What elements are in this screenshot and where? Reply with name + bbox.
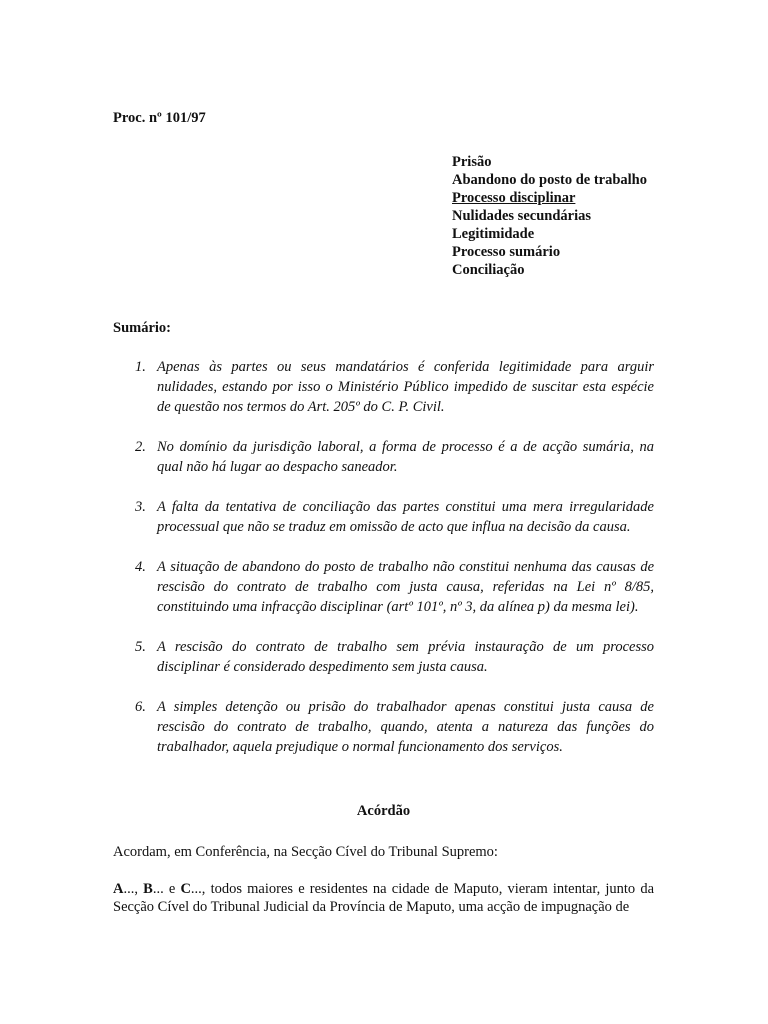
summary-item: [113, 697, 654, 757]
paragraph-text: ..., todos maiores e residentes na cidade de Maputo, vieram intentar, junto da Secção Cível do Tribunal Judicial da Província de Maputo, uma acção de impugnação de: [113, 881, 655, 915]
party-c-name: C: [180, 881, 191, 897]
summary-item-text: A simples detenção ou prisão do trabalhador apenas constitui justa causa de rescisão do contrato de trabalho, quando, atenta a natureza das funções do trabalhador, aquela prejudique o normal funcionamento dos serviços.: [157, 699, 654, 755]
summary-item-text: No domínio da jurisdição laboral, a forma de processo é a de acção sumária, na qual não há lugar ao despacho saneador.: [157, 439, 654, 475]
keyword-item: Processo disciplinar: [452, 190, 576, 206]
party-a-name: A: [113, 881, 124, 897]
keywords-list: [452, 153, 647, 279]
summary-list: [113, 357, 654, 777]
keyword-item: Conciliação: [452, 262, 525, 278]
summary-heading: Sumário:: [113, 320, 171, 336]
process-number: Proc. nº 101/97: [113, 110, 206, 126]
judgment-heading: Acórdão: [356, 803, 411, 819]
summary-item-number: 6.: [135, 699, 146, 715]
summary-item: [113, 357, 654, 417]
keyword-item: Legitimidade: [452, 226, 535, 242]
summary-item-text: A rescisão do contrato de trabalho sem prévia instauração de um processo disciplinar é considerado despedimento sem justa causa.: [157, 639, 654, 675]
summary-item: [113, 437, 654, 477]
judgment-paragraph: [113, 880, 654, 916]
keyword-item: Prisão: [452, 154, 492, 170]
keyword-item: Nulidades secundárias: [452, 208, 591, 224]
summary-item-text: A situação de abandono do posto de trabalho não constitui nenhuma das causas de rescisão do contrato de trabalho com justa causa, referidas na Lei nº 8/85, constituindo uma infracção disciplinar (artº 101º, nº 3, da alínea p) da mesma lei).: [157, 559, 654, 615]
summary-item-text: Apenas às partes ou seus mandatários é conferida legitimidade para arguir nulidades, estando por isso o Ministério Público impedido de suscitar esta espécie de questão nos termos do Art. 205º do C. P. Civil.: [157, 359, 654, 415]
summary-item-number: 3.: [135, 499, 146, 515]
summary-item-number: 5.: [135, 639, 146, 655]
judgment-intro: Acordam, em Conferência, na Secção Cível do Tribunal Supremo:: [113, 844, 498, 860]
summary-item: [113, 557, 654, 617]
party-separator: ... e: [152, 881, 181, 897]
summary-item-text: A falta da tentativa de conciliação das partes constitui uma mera irregularidade processual que não se traduz em omissão de acto que influa na decisão da causa.: [157, 499, 654, 535]
summary-item-number: 2.: [135, 439, 146, 455]
summary-item-number: 1.: [135, 359, 146, 375]
summary-item: [113, 637, 654, 677]
keyword-item: Processo sumário: [452, 244, 561, 260]
summary-item-number: 4.: [135, 559, 146, 575]
keyword-item: Abandono do posto de trabalho: [452, 172, 647, 188]
party-b-name: B: [143, 881, 153, 897]
party-separator: ...,: [123, 881, 144, 897]
summary-item: [113, 497, 654, 537]
